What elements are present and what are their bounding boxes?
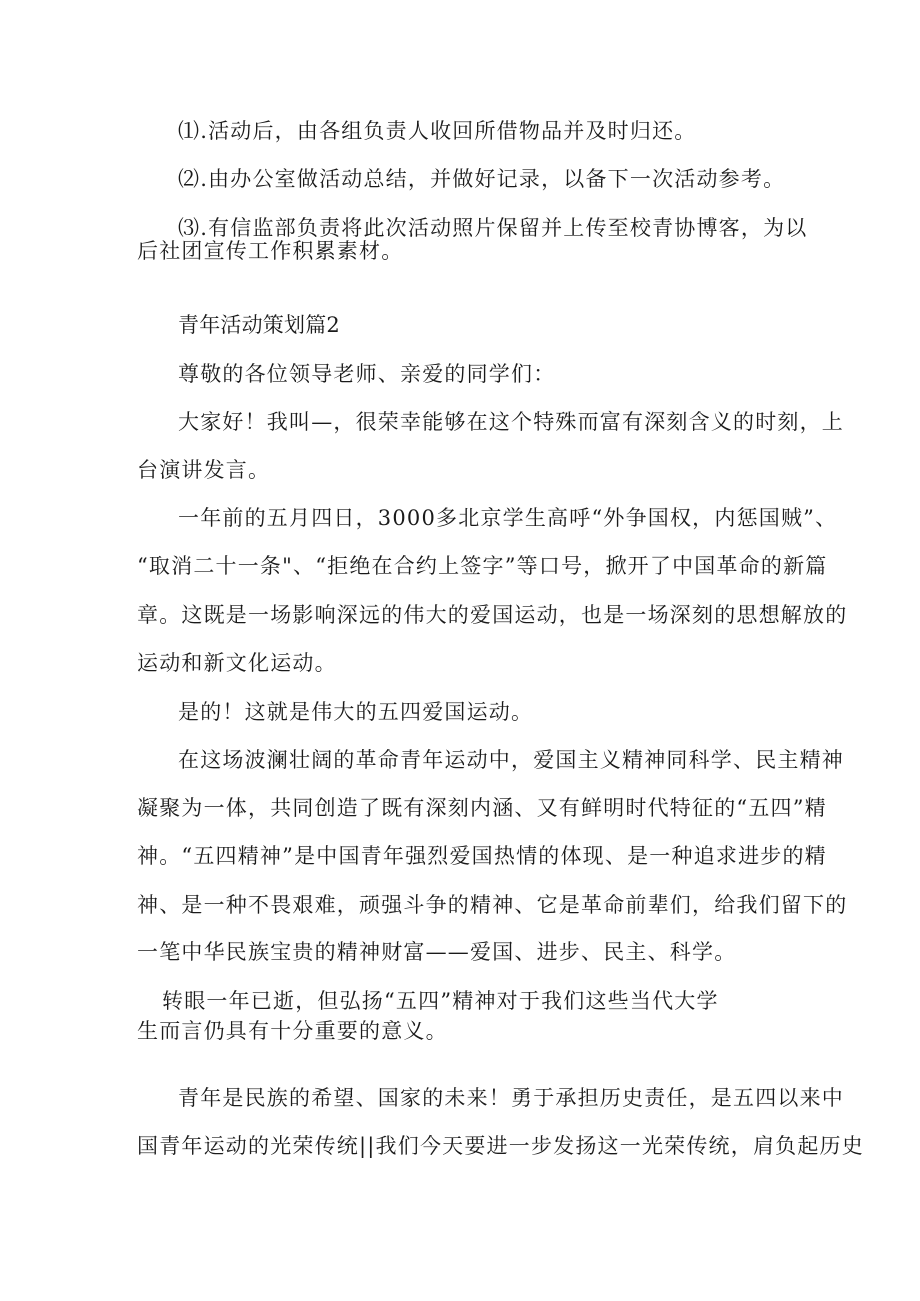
text-line: 一笔中华民族宝贵的精神财富——爱国、进步、民主、科学。 xyxy=(137,940,737,964)
text-line: 青年是民族的希望、国家的未来！勇于承担历史责任，是五四以来中 xyxy=(178,1086,844,1110)
text-line: 神、是一种不畏艰难，顽强斗争的精神、它是革命前辈们，给我们留下的 xyxy=(137,893,848,917)
text-line: 国青年运动的光荣传统||我们今天要进一步发扬这一光荣传统，肩负起历史 xyxy=(137,1134,864,1158)
text-line: 运动和新文化运动。 xyxy=(137,651,337,675)
text-line: 凝聚为一体，共同创造了既有深刻内涵、又有鲜明时代特征的“五四”精 xyxy=(137,796,827,820)
text-line: ⑶.有信监部负责将此次活动照片保留并上传至校青协博客，为以 xyxy=(178,216,808,240)
text-line: 后社团宣传工作积累素材。 xyxy=(137,239,404,263)
text-line: 转眼一年已逝，但弘扬“五四”精神对于我们这些当代大学 xyxy=(162,989,719,1013)
text-line: 生而言仍具有十分重要的意义。 xyxy=(137,1019,448,1043)
text-line: 是的！这就是伟大的五四爱国运动。 xyxy=(178,700,534,724)
text-line: “取消二十一条"、“拒绝在合约上签字”等口号，掀开了中国革命的新篇 xyxy=(137,554,828,578)
text-line: ⑴.活动后，由各组负责人收回所借物品并及时归还。 xyxy=(178,119,697,143)
text-line: 章。这既是一场影响深远的伟大的爱国运动，也是一场深刻的思想解放的 xyxy=(137,603,848,627)
text-line: 神。“五四精神”是中国青年强烈爱国热情的体现、是一种追求进步的精 xyxy=(137,844,827,868)
text-line: 尊敬的各位领导老师、亲爱的同学们： xyxy=(178,362,556,386)
text-line: 台演讲发言。 xyxy=(137,458,271,482)
text-line: 大家好！我叫—，很荣幸能够在这个特殊而富有深刻含义的时刻，上 xyxy=(178,410,844,434)
text-line: ⑵.由办公室做活动总结，并做好记录，以备下一次活动参考。 xyxy=(178,167,786,191)
text-line: 在这场波澜壮阔的革命青年运动中，爱国主义精神同科学、民主精神 xyxy=(178,748,844,772)
section-heading: 青年活动策划篇2 xyxy=(178,313,340,337)
text-line: 一年前的五月四日，3000多北京学生高呼“外争国权，内惩国贼”、 xyxy=(178,506,838,530)
